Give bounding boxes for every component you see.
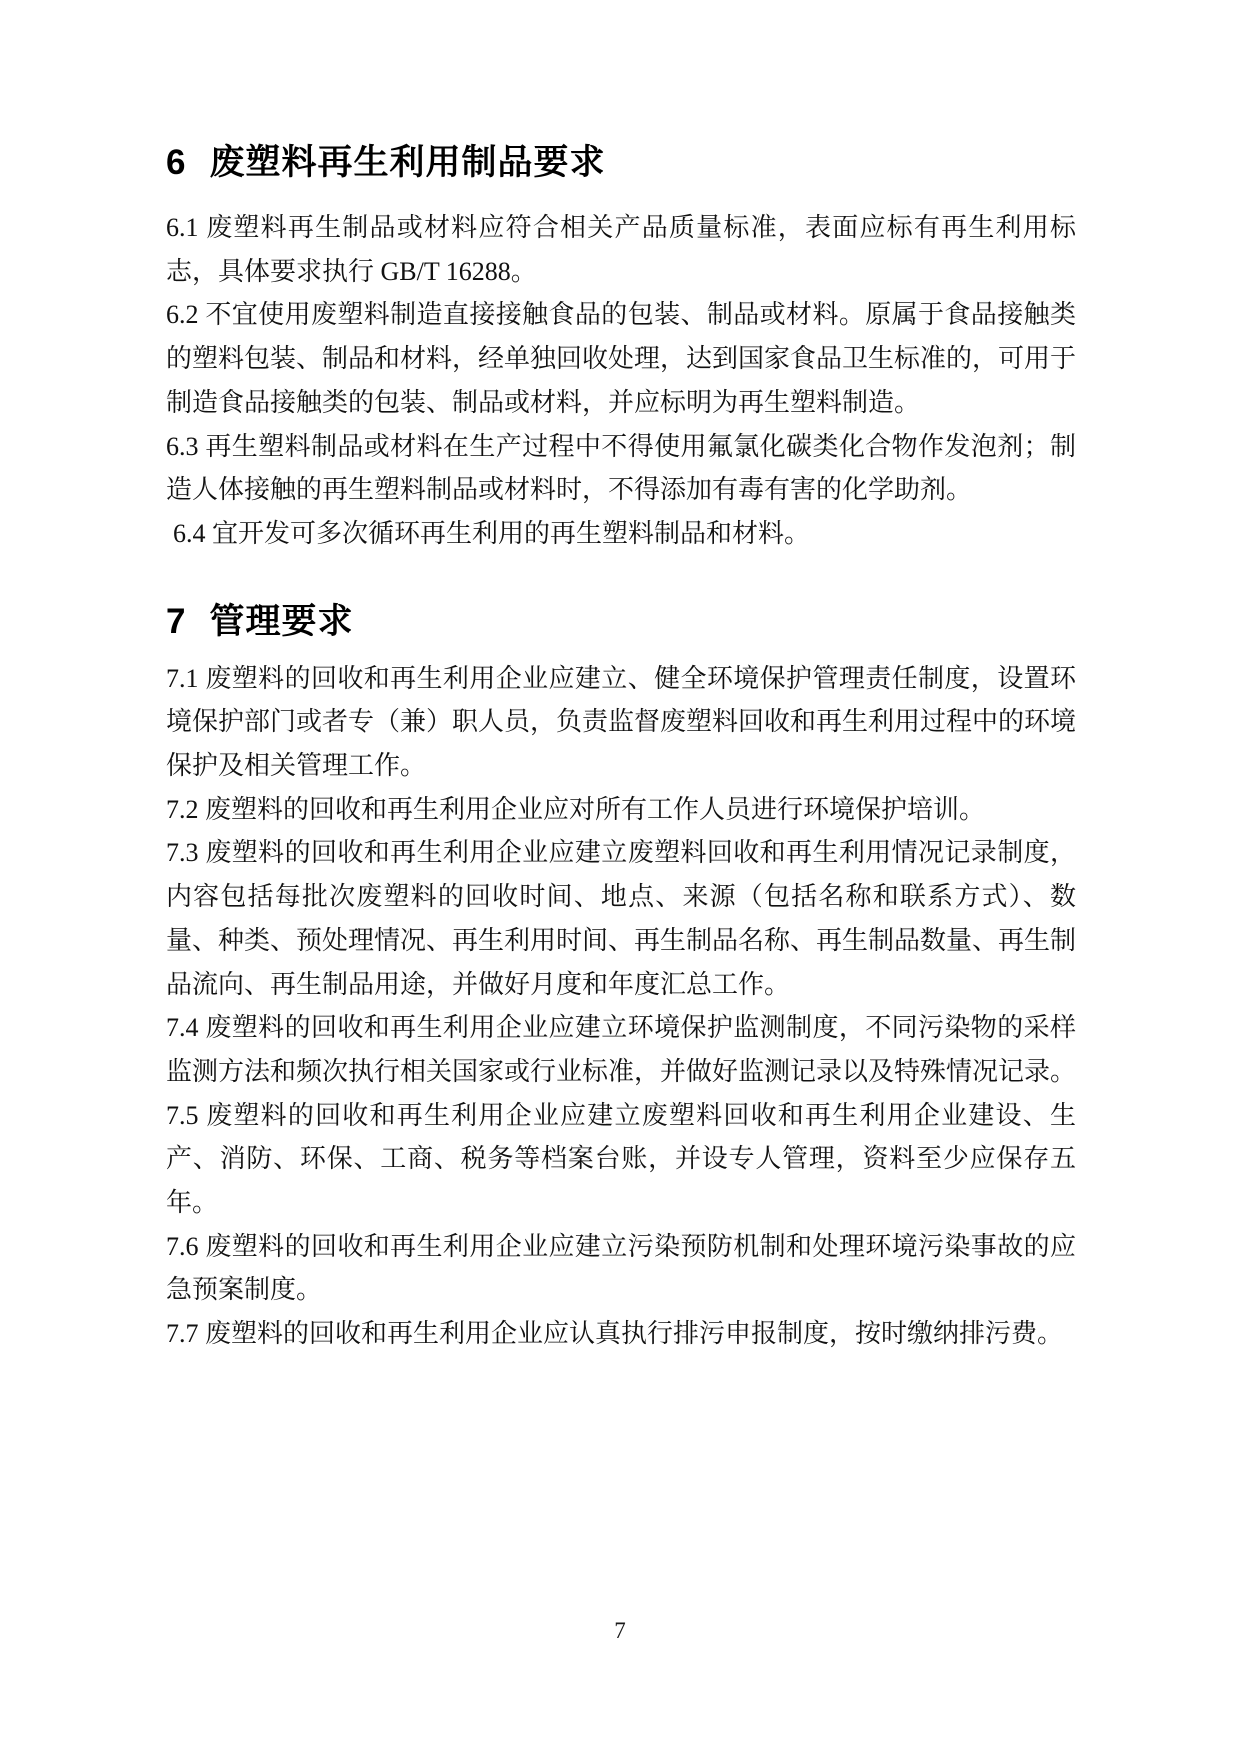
paragraph-7-7: 7.7 废塑料的回收和再生利用企业应认真执行排污申报制度，按时缴纳排污费。 (166, 1319, 1064, 1349)
section-6-title: 废塑料再生利用制品要求 (209, 143, 606, 182)
paragraph-7-6: 7.6 废塑料的回收和再生利用企业应建立污染预防机制和处理环境污染事故的应急预案制度。 (166, 1231, 1076, 1305)
paragraph-6-1: 6.1 废塑料再生制品或材料应符合相关产品质量标准，表面应标有再生利用标志，具体要求执行 GB/T 16288。 (166, 213, 1076, 286)
paragraph-7-1: 7.1 废塑料的回收和再生利用企业应建立、健全环境保护管理责任制度，设置环境保护部门或者专（兼）职人员，负责监督废塑料回收和再生利用过程中的环境保护及相关管理工作。 (166, 663, 1077, 781)
section-7-heading (166, 599, 1076, 645)
paragraph-7-3: 7.3 废塑料的回收和再生利用企业应建立废塑料回收和再生利用情况记录制度，内容包括每批次废塑料的回收时间、地点、来源（包括名称和联系方式）、数量、种类、预处理情况、再生利用时间、再生制品名称、再生制品数量、再生制品流向、再生制品用途，并做好月度和年度汇总工作。 (166, 838, 1077, 999)
paragraph-7-2: 7.2 废塑料的回收和再生利用企业应对所有工作人员进行环境保护培训。 (166, 794, 986, 824)
page-number: 7 (614, 1618, 626, 1643)
paragraph-6-2: 6.2 不宜使用废塑料制造直接接触食品的包装、制品或材料。原属于食品接触类的塑料包装、制品和材料，经单独回收处理，达到国家食品卫生标准的，可用于制造食品接触类的包装、制品或材料，并应标明为再生塑料制造。 (166, 300, 1077, 417)
section-7-number: 7 (166, 601, 186, 641)
section-6-number: 6 (166, 143, 186, 182)
section-7-title: 管理要求 (209, 601, 354, 641)
section-6-heading (166, 140, 1076, 186)
paragraph-6-3: 6.3 再生塑料制品或材料在生产过程中不得使用氟氯化碳类化合物作发泡剂；制造人体接触的再生塑料制品或材料时，不得添加有毒有害的化学助剂。 (166, 431, 1076, 505)
paragraph-6-4: 6.4 宜开发可多次循环再生利用的再生塑料制品和材料。 (173, 518, 811, 548)
document-content (166, 140, 1076, 1356)
paragraph-7-5: 7.5 废塑料的回收和再生利用企业应建立废塑料回收和再生利用企业建设、生产、消防、环保、工商、税务等档案台账，并设专人管理，资料至少应保存五年。 (166, 1100, 1076, 1218)
paragraph-7-4: 7.4 废塑料的回收和再生利用企业应建立环境保护监测制度，不同污染物的采样监测方法和频次执行相关国家或行业标准，并做好监测记录以及特殊情况记录。 (166, 1013, 1077, 1086)
